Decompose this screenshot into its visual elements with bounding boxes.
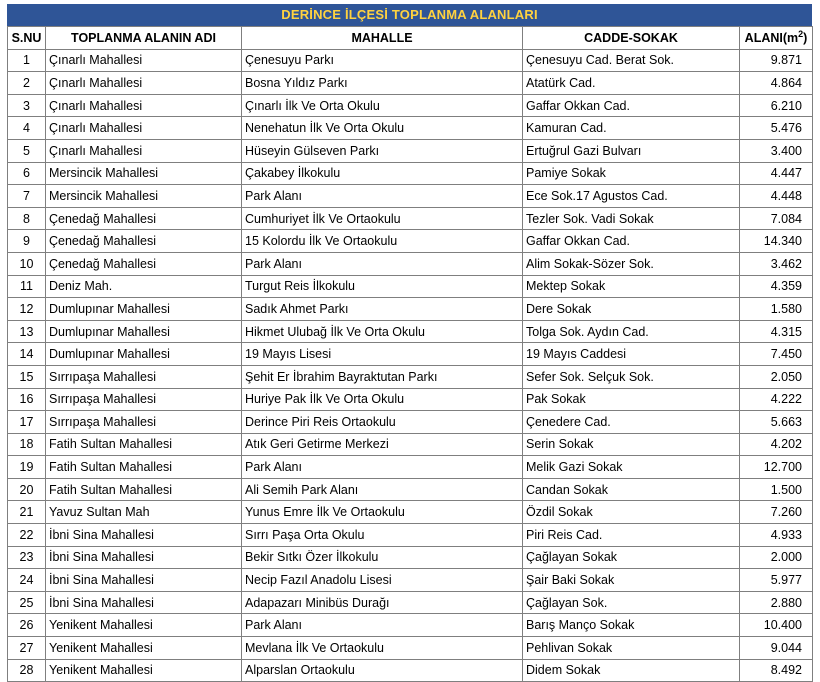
table-row: [8, 49, 813, 72]
cell-mahalle: Park Alanı: [242, 185, 523, 208]
table-row: [8, 546, 813, 569]
table-row: [8, 478, 813, 501]
cell-mahalle: 19 Mayıs Lisesi: [242, 343, 523, 366]
cell-cadde: Çağlayan Sokak: [523, 546, 740, 569]
cell-sn: 23: [8, 546, 46, 569]
cell-name: Çınarlı Mahallesi: [46, 139, 242, 162]
table-row: [8, 275, 813, 298]
cell-mahalle: Sırrı Paşa Orta Okulu: [242, 524, 523, 547]
cell-name: Sırrıpaşa Mahallesi: [46, 411, 242, 434]
cell-mahalle: Alparslan Ortaokulu: [242, 659, 523, 682]
cell-area: 4.933: [740, 524, 813, 547]
cell-name: Fatih Sultan Mahallesi: [46, 433, 242, 456]
cell-sn: 8: [8, 207, 46, 230]
cell-area: 1.500: [740, 478, 813, 501]
cell-mahalle: Nenehatun İlk Ve Orta Okulu: [242, 117, 523, 140]
cell-sn: 9: [8, 230, 46, 253]
table-row: [8, 501, 813, 524]
cell-mahalle: Atık Geri Getirme Merkezi: [242, 433, 523, 456]
cell-area: 2.050: [740, 365, 813, 388]
cell-area: 4.222: [740, 388, 813, 411]
cell-cadde: Kamuran Cad.: [523, 117, 740, 140]
cell-sn: 10: [8, 252, 46, 275]
cell-name: İbni Sina Mahallesi: [46, 591, 242, 614]
cell-area: 4.448: [740, 185, 813, 208]
cell-mahalle: Derince Piri Reis Ortaokulu: [242, 411, 523, 434]
table-row: [8, 591, 813, 614]
cell-sn: 13: [8, 320, 46, 343]
cell-cadde: Sefer Sok. Selçuk Sok.: [523, 365, 740, 388]
cell-cadde: Tolga Sok. Aydın Cad.: [523, 320, 740, 343]
table-row: [8, 388, 813, 411]
cell-name: Sırrıpaşa Mahallesi: [46, 388, 242, 411]
cell-sn: 22: [8, 524, 46, 547]
cell-sn: 21: [8, 501, 46, 524]
cell-sn: 14: [8, 343, 46, 366]
cell-cadde: Serin Sokak: [523, 433, 740, 456]
cell-cadde: Candan Sokak: [523, 478, 740, 501]
table-row: [8, 456, 813, 479]
cell-sn: 19: [8, 456, 46, 479]
cell-area: 4.864: [740, 72, 813, 95]
cell-cadde: Pehlivan Sokak: [523, 637, 740, 660]
table-row: [8, 252, 813, 275]
cell-mahalle: Şehit Er İbrahim Bayraktutan Parkı: [242, 365, 523, 388]
cell-cadde: Didem Sokak: [523, 659, 740, 682]
table-row: [8, 365, 813, 388]
table-row: [8, 162, 813, 185]
table-row: [8, 614, 813, 637]
cell-sn: 15: [8, 365, 46, 388]
cell-area: 12.700: [740, 456, 813, 479]
cell-cadde: Melik Gazi Sokak: [523, 456, 740, 479]
cell-sn: 12: [8, 298, 46, 321]
cell-area: 10.400: [740, 614, 813, 637]
table-row: [8, 94, 813, 117]
cell-sn: 1: [8, 49, 46, 72]
cell-cadde: Ece Sok.17 Agustos Cad.: [523, 185, 740, 208]
cell-name: Mersincik Mahallesi: [46, 185, 242, 208]
table-row: [8, 72, 813, 95]
cell-mahalle: Bekir Sıtkı Özer İlkokulu: [242, 546, 523, 569]
cell-name: Çenedağ Mahallesi: [46, 230, 242, 253]
cell-sn: 28: [8, 659, 46, 682]
cell-area: 4.315: [740, 320, 813, 343]
cell-name: Fatih Sultan Mahallesi: [46, 456, 242, 479]
assembly-areas-table: [7, 26, 813, 682]
cell-cadde: Özdil Sokak: [523, 501, 740, 524]
cell-mahalle: Yunus Emre İlk Ve Ortaokulu: [242, 501, 523, 524]
cell-area: 5.977: [740, 569, 813, 592]
cell-area: 7.260: [740, 501, 813, 524]
cell-sn: 16: [8, 388, 46, 411]
cell-area: 4.202: [740, 433, 813, 456]
cell-name: Deniz Mah.: [46, 275, 242, 298]
cell-name: Dumlupınar Mahallesi: [46, 320, 242, 343]
cell-name: Fatih Sultan Mahallesi: [46, 478, 242, 501]
cell-area: 5.663: [740, 411, 813, 434]
cell-mahalle: Bosna Yıldız Parkı: [242, 72, 523, 95]
cell-name: Mersincik Mahallesi: [46, 162, 242, 185]
table-row: [8, 524, 813, 547]
cell-sn: 26: [8, 614, 46, 637]
table-row: [8, 433, 813, 456]
cell-name: Çınarlı Mahallesi: [46, 117, 242, 140]
table-row: [8, 230, 813, 253]
header-area-label: ALANI(m: [744, 30, 799, 45]
cell-area: 6.210: [740, 94, 813, 117]
cell-sn: 11: [8, 275, 46, 298]
cell-name: Çınarlı Mahallesi: [46, 72, 242, 95]
table-title: DERİNCE İLÇESİ TOPLANMA ALANLARI: [7, 4, 812, 26]
cell-area: 3.400: [740, 139, 813, 162]
cell-name: Yenikent Mahallesi: [46, 637, 242, 660]
cell-mahalle: Park Alanı: [242, 456, 523, 479]
cell-name: İbni Sina Mahallesi: [46, 524, 242, 547]
cell-cadde: Gaffar Okkan Cad.: [523, 230, 740, 253]
cell-mahalle: Ali Semih Park Alanı: [242, 478, 523, 501]
cell-area: 9.871: [740, 49, 813, 72]
table-row: [8, 320, 813, 343]
cell-name: İbni Sina Mahallesi: [46, 569, 242, 592]
cell-cadde: 19 Mayıs Caddesi: [523, 343, 740, 366]
cell-name: Çenedağ Mahallesi: [46, 252, 242, 275]
table-body: [8, 49, 813, 682]
cell-area: 7.450: [740, 343, 813, 366]
cell-cadde: Çenedere Cad.: [523, 411, 740, 434]
cell-cadde: Tezler Sok. Vadi Sokak: [523, 207, 740, 230]
cell-name: Yavuz Sultan Mah: [46, 501, 242, 524]
cell-cadde: Piri Reis Cad.: [523, 524, 740, 547]
cell-sn: 6: [8, 162, 46, 185]
header-sn: S.NU: [8, 27, 46, 50]
header-area-close: ): [803, 30, 808, 45]
table-row: [8, 411, 813, 434]
cell-name: Çınarlı Mahallesi: [46, 49, 242, 72]
cell-area: 4.447: [740, 162, 813, 185]
table-row: [8, 569, 813, 592]
cell-sn: 5: [8, 139, 46, 162]
table-row: [8, 659, 813, 682]
cell-area: 3.462: [740, 252, 813, 275]
cell-area: 9.044: [740, 637, 813, 660]
cell-sn: 17: [8, 411, 46, 434]
cell-name: Çınarlı Mahallesi: [46, 94, 242, 117]
cell-area: 7.084: [740, 207, 813, 230]
cell-name: Çenedağ Mahallesi: [46, 207, 242, 230]
cell-cadde: Atatürk Cad.: [523, 72, 740, 95]
cell-mahalle: Çınarlı İlk Ve Orta Okulu: [242, 94, 523, 117]
cell-sn: 2: [8, 72, 46, 95]
cell-area: 4.359: [740, 275, 813, 298]
header-row: [8, 27, 813, 50]
cell-cadde: Çağlayan Sok.: [523, 591, 740, 614]
cell-mahalle: Park Alanı: [242, 252, 523, 275]
cell-area: 2.880: [740, 591, 813, 614]
cell-name: Dumlupınar Mahallesi: [46, 298, 242, 321]
cell-name: Sırrıpaşa Mahallesi: [46, 365, 242, 388]
header-cadde: CADDE-SOKAK: [523, 27, 740, 50]
table-row: [8, 343, 813, 366]
cell-area: 14.340: [740, 230, 813, 253]
cell-area: 8.492: [740, 659, 813, 682]
cell-name: Dumlupınar Mahallesi: [46, 343, 242, 366]
cell-mahalle: Adapazarı Minibüs Durağı: [242, 591, 523, 614]
cell-name: Yenikent Mahallesi: [46, 614, 242, 637]
cell-mahalle: Hüseyin Gülseven Parkı: [242, 139, 523, 162]
header-name: TOPLANMA ALANIN ADI: [46, 27, 242, 50]
assembly-areas-sheet: [7, 4, 812, 682]
cell-area: 1.580: [740, 298, 813, 321]
cell-name: İbni Sina Mahallesi: [46, 546, 242, 569]
cell-mahalle: Hikmet Ulubağ İlk Ve Orta Okulu: [242, 320, 523, 343]
cell-cadde: Alim Sokak-Sözer Sok.: [523, 252, 740, 275]
cell-sn: 25: [8, 591, 46, 614]
table-row: [8, 185, 813, 208]
cell-sn: 27: [8, 637, 46, 660]
cell-sn: 20: [8, 478, 46, 501]
header-area: [740, 27, 813, 50]
cell-mahalle: Mevlana İlk Ve Ortaokulu: [242, 637, 523, 660]
header-area-sup: 2: [798, 28, 804, 39]
cell-cadde: Mektep Sokak: [523, 275, 740, 298]
cell-mahalle: Necip Fazıl Anadolu Lisesi: [242, 569, 523, 592]
cell-name: Yenikent Mahallesi: [46, 659, 242, 682]
cell-sn: 24: [8, 569, 46, 592]
cell-cadde: Barış Manço Sokak: [523, 614, 740, 637]
table-row: [8, 117, 813, 140]
cell-cadde: Pak Sokak: [523, 388, 740, 411]
table-row: [8, 139, 813, 162]
cell-cadde: Pamiye Sokak: [523, 162, 740, 185]
cell-cadde: Şair Baki Sokak: [523, 569, 740, 592]
table-row: [8, 298, 813, 321]
cell-cadde: Ertuğrul Gazi Bulvarı: [523, 139, 740, 162]
cell-sn: 18: [8, 433, 46, 456]
cell-mahalle: Çakabey İlkokulu: [242, 162, 523, 185]
cell-mahalle: Park Alanı: [242, 614, 523, 637]
table-row: [8, 207, 813, 230]
cell-mahalle: 15 Kolordu İlk Ve Ortaokulu: [242, 230, 523, 253]
cell-area: 5.476: [740, 117, 813, 140]
cell-mahalle: Sadık Ahmet Parkı: [242, 298, 523, 321]
cell-cadde: Çenesuyu Cad. Berat Sok.: [523, 49, 740, 72]
cell-mahalle: Çenesuyu Parkı: [242, 49, 523, 72]
cell-cadde: Gaffar Okkan Cad.: [523, 94, 740, 117]
cell-mahalle: Turgut Reis İlkokulu: [242, 275, 523, 298]
cell-sn: 4: [8, 117, 46, 140]
cell-area: 2.000: [740, 546, 813, 569]
cell-mahalle: Cumhuriyet İlk Ve Ortaokulu: [242, 207, 523, 230]
cell-sn: 7: [8, 185, 46, 208]
table-row: [8, 637, 813, 660]
header-mahalle: MAHALLE: [242, 27, 523, 50]
cell-cadde: Dere Sokak: [523, 298, 740, 321]
cell-mahalle: Huriye Pak İlk Ve Orta Okulu: [242, 388, 523, 411]
cell-sn: 3: [8, 94, 46, 117]
